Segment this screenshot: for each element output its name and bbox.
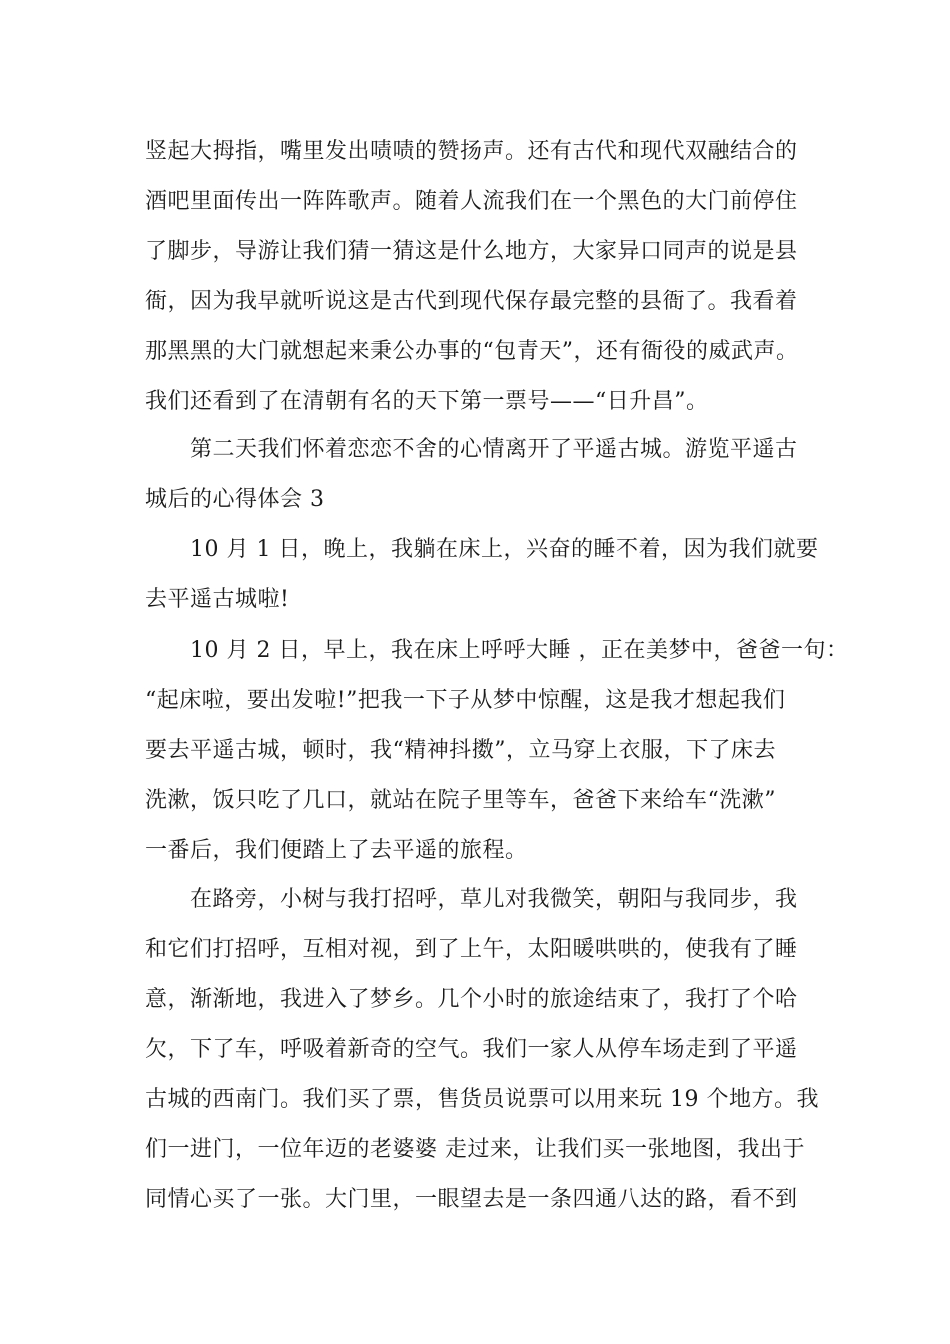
- text-line: 同情心买了一张。大门里，一眼望去是一条四通八达的路，看不到: [145, 1187, 798, 1212]
- text-line: 酒吧里面传出一阵阵歌声。随着人流我们在一个黑色的大门前停住: [145, 189, 798, 214]
- text-line: 了脚步，导游让我们猜一猜这是什么地方，大家异口同声的说是县: [145, 239, 798, 264]
- text-line: 意，渐渐地，我进入了梦乡。几个小时的旅途结束了，我打了个哈: [145, 987, 798, 1012]
- text-line: 要去平遥古城，顿时，我“精神抖擞”，立马穿上衣服，下了床去: [145, 738, 776, 763]
- text-line: 去平遥古城啦!: [145, 587, 290, 612]
- text-line: 城后的心得体会 3: [145, 487, 325, 512]
- text-line: 衙，因为我早就听说这是古代到现代保存最完整的县衙了。我看着: [145, 289, 798, 314]
- text-line: 竖起大拇指，嘴里发出啧啧的赞扬声。还有古代和现代双融结合的: [145, 139, 798, 164]
- text-line: 古城的西南门。我们买了票，售货员说票可以用来玩 19 个地方。我: [145, 1087, 819, 1112]
- text-line: “起床啦，要出发啦!”把我一下子从梦中惊醒，这是我才想起我们: [145, 688, 786, 713]
- paragraph-start-line: 10 月 1 日，晚上，我躺在床上，兴奋的睡不着，因为我们就要: [190, 537, 819, 562]
- paragraph-start-line: 10 月 2 日，早上，我在床上呼呼大睡 ，正在美梦中，爸爸一句：: [190, 638, 849, 663]
- text-line: 洗漱，饭只吃了几口，就站在院子里等车，爸爸下来给车“洗漱”: [145, 788, 776, 813]
- text-line: 那黑黑的大门就想起来秉公办事的“包青天”，还有衙役的威武声。: [145, 339, 799, 364]
- text-line: 一番后，我们便踏上了去平遥的旅程。: [145, 838, 528, 863]
- text-line: 欠，下了车，呼吸着新奇的空气。我们一家人从停车场走到了平遥: [145, 1037, 798, 1062]
- paragraph-start-line: 在路旁，小树与我打招呼，草儿对我微笑，朝阳与我同步，我: [190, 887, 798, 912]
- text-line: 和它们打招呼，互相对视，到了上午，太阳暖哄哄的，使我有了睡: [145, 937, 798, 962]
- text-line: 们一进门，一位年迈的老婆婆 走过来，让我们买一张地图，我出于: [145, 1137, 805, 1162]
- paragraph-start-line: 第二天我们怀着恋恋不舍的心情离开了平遥古城。游览平遥古: [190, 437, 798, 462]
- text-line: 我们还看到了在清朝有名的天下第一票号——“日升昌”。: [145, 389, 709, 414]
